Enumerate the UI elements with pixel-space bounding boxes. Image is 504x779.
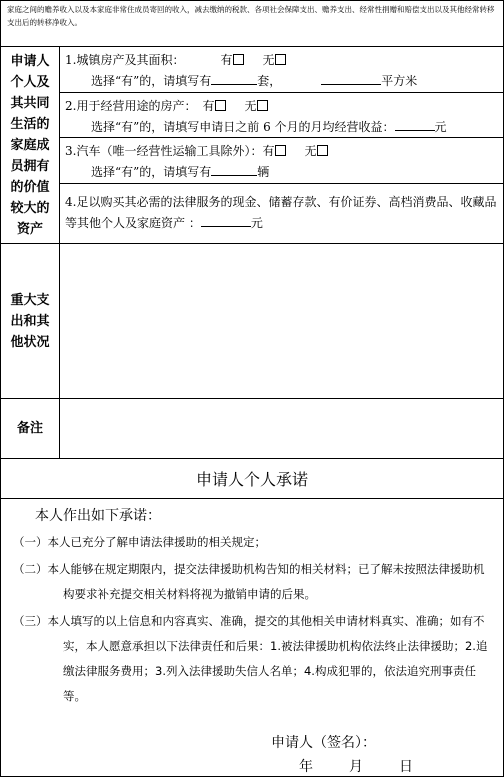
pledge-item-2: （二）本人能够在规定期限内，提交法律援助机构告知的相关材料；已了解未按照法律援助机构要求补充提交相关材料将视为撤销申请的后果。: [13, 562, 485, 601]
pledge-title: 申请人个人承诺: [1, 459, 503, 499]
signature-label: 申请人（签名）：: [271, 735, 376, 751]
date-year: 年: [299, 759, 313, 775]
house-area-field[interactable]: [321, 70, 381, 85]
major-expense-field[interactable]: [60, 244, 503, 398]
remark-label: 备注: [1, 399, 60, 458]
pledge-item-1: （一）本人已充分了解申请法律援助的相关规定；: [13, 535, 266, 549]
vehicle-count-field[interactable]: [211, 161, 257, 176]
cash-assets-row: 4.足以购买其必需的法律服务的现金、储蓄存款、有价证券、高档消费品、收藏品等其他个人及家庭资产 ： 元: [65, 195, 497, 230]
signature-block: [13, 731, 493, 779]
date-day: 日: [399, 759, 413, 775]
remark-section: [1, 399, 503, 459]
cash-assets-field[interactable]: [201, 212, 251, 227]
vehicle-row: 3.汽车（唯一经营性运输工具除外）：有 无 选择“有”的，请填写有 辆: [60, 138, 503, 184]
business-property-no-checkbox[interactable]: [257, 100, 268, 111]
business-property-row: 2.用于经营用途的房产： 有 无 选择“有”的，请填写申请日之前 6 个月的月均经营收益： 元: [60, 93, 503, 138]
vehicle-yes-checkbox[interactable]: [275, 145, 286, 156]
income-definition-note: 家庭之间的赡养收入以及本家庭非常住成员寄回的收入，减去缴纳的税款、各项社会保障支出、赡养支出、经常性捐赠和赔偿支出以及其他经常转移支出后的转移净收入。: [1, 1, 503, 47]
assets-section: [1, 47, 503, 244]
real-estate-row: 1.城镇房产及其面积： 有 无 选择“有”的，请填写有 套， 平方米: [60, 47, 503, 93]
major-expense-section: [1, 244, 503, 399]
vehicle-no-checkbox[interactable]: [317, 145, 328, 156]
pledge-intro: 本人作出如下承诺：: [35, 508, 161, 524]
house-count-field[interactable]: [211, 70, 257, 85]
pledge-item-3: （三）本人填写的以上信息和内容真实、准确，提交的其他相关申请材料真实、准确；如有不实，本人愿意承担以下法律责任和后果：1.被法律援助机构依法终止法律援助；2.追缴法律服务费用；3.列入法律援助失信人名单；4.构成犯罪的，依法追究刑事责任等。: [13, 614, 488, 703]
business-property-yes-checkbox[interactable]: [215, 100, 226, 111]
assets-rows: [60, 47, 503, 243]
major-expense-label: 重大支出和其他状况: [1, 244, 60, 398]
remark-field[interactable]: [60, 399, 503, 458]
real-estate-yes-checkbox[interactable]: [233, 54, 244, 65]
date-month: 月: [349, 759, 363, 775]
monthly-income-field[interactable]: [395, 116, 435, 131]
pledge-body: [1, 499, 503, 779]
signature-date: [271, 755, 493, 779]
assets-section-label: 申请人个人及其共同生活的家庭成员拥有的价值较大的资产: [1, 47, 60, 243]
real-estate-no-checkbox[interactable]: [275, 54, 286, 65]
